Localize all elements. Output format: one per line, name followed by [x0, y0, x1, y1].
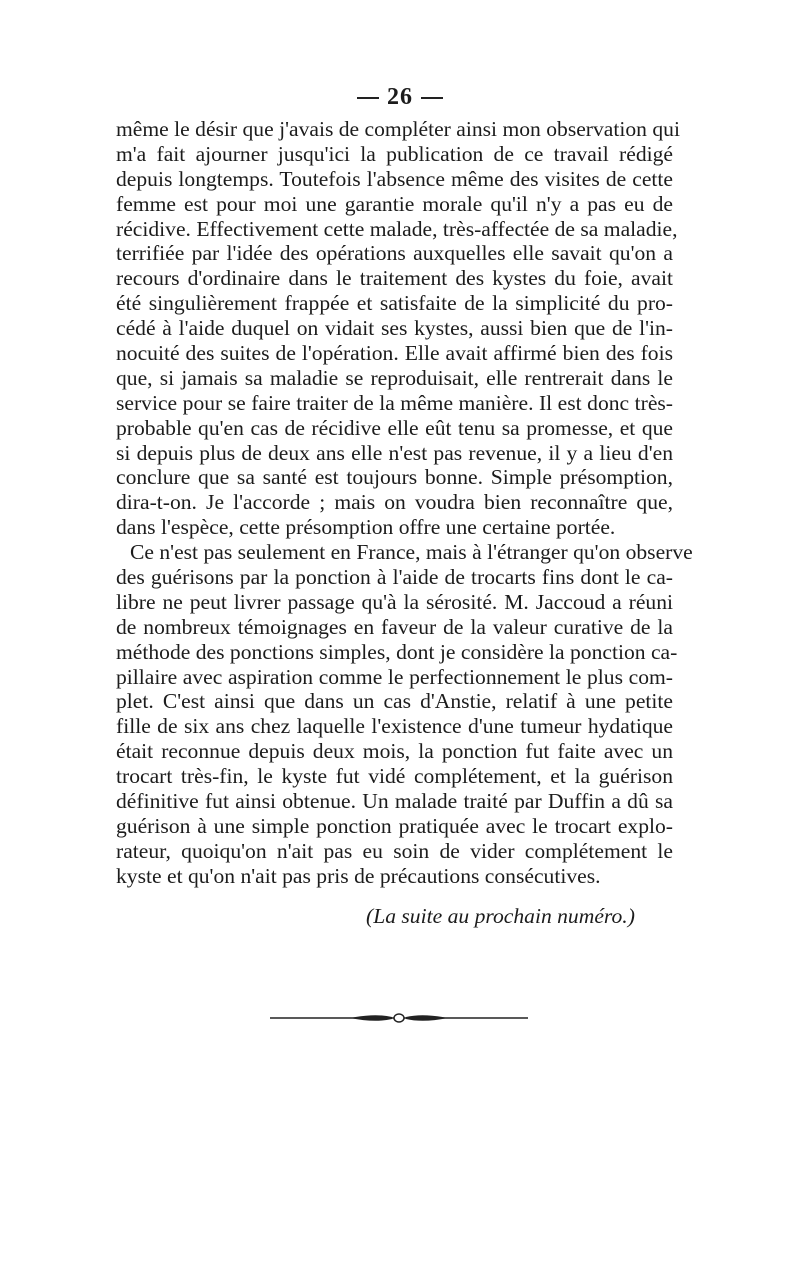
text-line: de nombreux témoignages en faveur de la valeur curative de la	[116, 614, 673, 639]
left-dash	[357, 97, 379, 99]
text-line: service pour se faire traiter de la même manière. Il est donc très-	[116, 390, 673, 415]
text-line: Ce n'est pas seulement en France, mais à l'étranger qu'on observe	[130, 540, 693, 565]
body-text	[116, 117, 693, 889]
text-line: pillaire avec aspiration comme le perfectionnement le plus com-	[116, 664, 673, 689]
text-line: été singulièrement frappée et satisfaite de la simplicité du pro-	[116, 291, 673, 316]
text-line: dans l'espèce, cette présomption offre une certaine portée.	[116, 515, 616, 540]
text-line: que, si jamais sa maladie se reproduisait, elle rentrerait dans le	[116, 365, 673, 390]
text-line: cédé à l'aide duquel on vidait ses kystes, aussi bien que de l'in-	[116, 316, 673, 341]
text-line: conclure que sa santé est toujours bonne. Simple présomption,	[116, 465, 673, 490]
text-line: si depuis plus de deux ans elle n'est pas revenue, il y a lieu d'en	[116, 440, 673, 465]
page-number: 26	[387, 84, 413, 110]
text-line: trocart très-fin, le kyste fut vidé complétement, et la guérison	[116, 764, 673, 789]
text-line: probable qu'en cas de récidive elle eût tenu sa promesse, et que	[116, 415, 673, 440]
text-line: était reconnue depuis deux mois, la ponction fut faite avec un	[116, 739, 673, 764]
ornamental-divider	[270, 1012, 528, 1024]
text-line: m'a fait ajourner jusqu'ici la publication de ce travail rédigé	[116, 141, 673, 166]
text-line: nocuité des suites de l'opération. Elle avait affirmé bien des fois	[116, 341, 673, 366]
paragraph	[116, 117, 680, 540]
text-line: récidive. Effectivement cette malade, très-affectée de sa maladie,	[116, 216, 678, 241]
text-line: terrifiée par l'idée des opérations auxquelles elle savait qu'on a	[116, 241, 673, 266]
paragraph	[116, 540, 693, 888]
continuation-note: (La suite au prochain numéro.)	[366, 904, 635, 928]
text-line: libre ne peut livrer passage qu'à la sérosité. M. Jaccoud a réuni	[116, 589, 673, 614]
text-line: méthode des ponctions simples, dont je considère la ponction ca-	[116, 639, 678, 664]
text-line: définitive fut ainsi obtenue. Un malade traité par Duffin a dû sa	[116, 789, 673, 814]
page-number-header	[0, 84, 800, 111]
text-line: fille de six ans chez laquelle l'existence d'une tumeur hydatique	[116, 714, 673, 739]
text-line: des guérisons par la ponction à l'aide de trocarts fins dont le ca-	[116, 565, 673, 590]
text-line: femme est pour moi une garantie morale qu'il n'y a pas eu de	[116, 191, 673, 216]
text-line: plet. C'est ainsi que dans un cas d'Anstie, relatif à une petite	[116, 689, 673, 714]
text-line: dira-t-on. Je l'accorde ; mais on voudra bien reconnaître que,	[116, 490, 673, 515]
text-line: guérison à une simple ponction pratiquée avec le trocart explo-	[116, 813, 673, 838]
text-line: même le désir que j'avais de compléter ainsi mon observation qui	[116, 117, 680, 141]
right-dash	[421, 97, 443, 99]
text-line: kyste et qu'on n'ait pas pris de précautions consécutives.	[116, 863, 601, 888]
text-line: recours d'ordinaire dans le traitement des kystes du foie, avait	[116, 266, 673, 291]
text-line: depuis longtemps. Toutefois l'absence même des visites de cette	[116, 166, 673, 191]
text-line: rateur, quoiqu'on n'ait pas eu soin de vider complétement le	[116, 838, 673, 863]
